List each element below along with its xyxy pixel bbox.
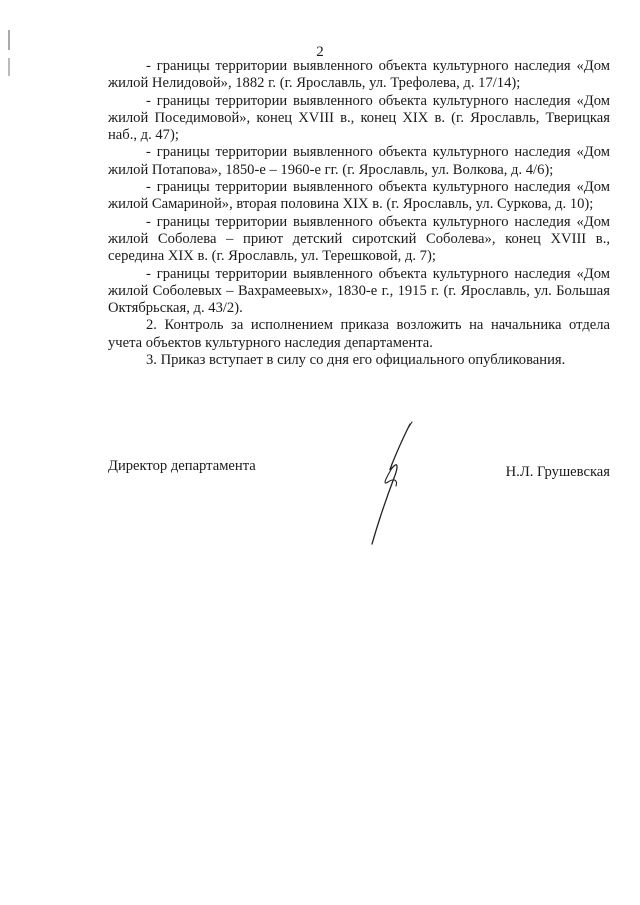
paragraph-item-3: - границы территории выявленного объекта культурного наследия «Дом жилой Потапова», 1850-е – 1960-е гг. (г. Ярославль, ул. Волкова, д. 4/6); <box>108 144 610 178</box>
paragraph-item-5: - границы территории выявленного объекта культурного наследия «Дом жилой Соболева – приют детский сиротский Соболева», конец XVIII в., середина XIX в. (г. Ярославль, ул. Терешковой, д. 7); <box>108 213 610 265</box>
paragraph-item-6: - границы территории выявленного объекта культурного наследия «Дом жилой Соболевых – Вахрамеевых», 1830-е г., 1915 г. (г. Ярославль, ул. Большая Октябрьская, д. 43/2). <box>108 265 610 317</box>
signatory-name: Н.Л. Грушевская <box>505 464 610 480</box>
document-body <box>108 58 610 369</box>
page-number: 2 <box>316 44 324 60</box>
paragraph-control: 2. Контроль за исполнением приказа возложить на начальника отдела учета объектов культурного наследия департамента. <box>108 317 610 351</box>
paragraph-item-4: - границы территории выявленного объекта культурного наследия «Дом жилой Самариной», вторая половина XIX в. (г. Ярославль, ул. Суркова, д. 10); <box>108 179 610 213</box>
paragraph-effective: 3. Приказ вступает в силу со дня его официального опубликования. <box>146 352 566 369</box>
signatory-title: Директор департамента <box>108 458 256 474</box>
handwritten-signature <box>358 420 428 555</box>
paragraph-item-1: - границы территории выявленного объекта культурного наследия «Дом жилой Нелидовой», 1882 г. (г. Ярославль, ул. Трефолева, д. 17/14); <box>108 58 610 92</box>
paragraph-item-2: - границы территории выявленного объекта культурного наследия «Дом жилой Поседимовой», конец XVIII в., конец XIX в. (г. Ярославль, Тверицкая наб., д. 47); <box>108 92 610 144</box>
